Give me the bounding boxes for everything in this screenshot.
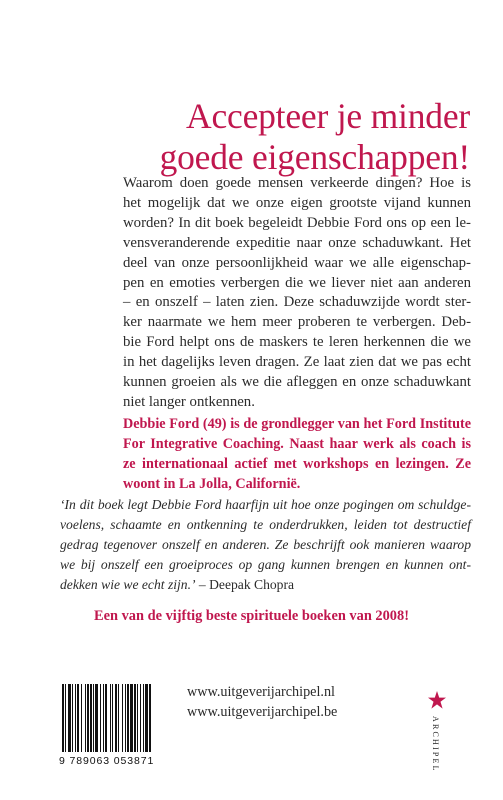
headline-line-1: Accepteer je minder	[186, 96, 470, 136]
blurb-line: vensveranderende expeditie naar onze schaduwkant. Het	[123, 234, 471, 251]
barcode-graphic	[59, 684, 169, 756]
quote-line: gedrag tegenover onszelf en anderen. Ze beschrijft ook manieren waarop	[60, 537, 471, 552]
quote-line: we bij onszelf een groeiproces op gang kunnen brengen en kunnen ont-	[60, 557, 471, 572]
blurb-line: pen en emoties verbergen die we liever niet aan anderen	[123, 274, 471, 291]
blurb-line: – en onszelf – laten zien. Deze schaduwzijde wordt ster-	[123, 294, 471, 311]
publisher-logo-text: ARCHIPEL	[431, 716, 440, 773]
blurb-line: deel van onze persoonlijkheid waar we alle eigenschap-	[123, 254, 471, 271]
star-icon	[427, 690, 447, 710]
bio-line: For Integrative Coaching. Naast haar werk als coach is	[123, 436, 471, 452]
blurb-line: Waarom doen goede mensen verkeerde dingen? Hoe is	[123, 175, 471, 191]
quote-line: ‘In dit boek legt Debbie Ford haarfijn uit hoe onze pogingen om schuldge-	[60, 497, 471, 512]
quote-line: dekken wie we echt zijn.’	[60, 577, 196, 592]
blurb-line: kunnen groeien als we die afleggen en onze schaduwkant	[123, 374, 471, 391]
blurb-line: bie Ford helpt ons de maskers te leren herkennen die we	[123, 334, 471, 351]
blurb-line: in het dagelijks leven dragen. Ze laat zien dat we pas echt	[123, 354, 471, 371]
isbn-number: 9 789063 053871	[59, 755, 155, 767]
quote-line: voelens, schaamte en ontkenning te onderdrukken, leiden tot destructief	[60, 517, 471, 532]
bio-line: ze internationaal actief met workshops en lezingen. Ze	[123, 456, 471, 472]
bio-line: Debbie Ford (49) is de grondlegger van het Ford Institute	[123, 416, 471, 432]
blurb-paragraph	[123, 174, 471, 413]
publisher-logo	[425, 690, 449, 790]
blurb-line: worden? In dit boek begeleidt Debbie Ford ons op een le-	[123, 214, 471, 231]
quote-author: – Deepak Chopra	[195, 577, 295, 592]
barcode	[59, 684, 169, 756]
publisher-url-be[interactable]: www.uitgeverijarchipel.be	[187, 704, 338, 720]
tagline: Een van de vijftig beste spirituele boeken van 2008!	[94, 608, 409, 624]
headline	[0, 96, 470, 178]
author-bio	[123, 414, 471, 494]
publisher-url-nl[interactable]: www.uitgeverijarchipel.nl	[187, 684, 335, 700]
bio-line: woont in La Jolla, Californië.	[123, 476, 301, 492]
blurb-line: niet langer ontkennen.	[123, 393, 255, 410]
quote-last-line	[60, 575, 471, 595]
blurb-line: het mogelijk dat we onze eigen grootste vijand kunnen	[123, 194, 471, 211]
headline-line-2: goede eigenschappen!	[159, 137, 470, 177]
blurb-line: ker naarmate we hem meer proberen te verbergen. Deb-	[123, 314, 471, 331]
endorsement-quote	[60, 495, 471, 595]
